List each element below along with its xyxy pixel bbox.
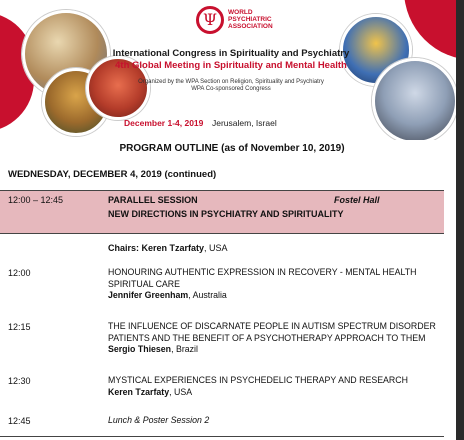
talk-item xyxy=(108,375,408,398)
talk-title: THE INFLUENCE OF DISCARNATE PEOPLE IN AUTISM SPECTRUM DISORDER xyxy=(108,321,436,331)
session-title: PARALLEL SESSION xyxy=(108,195,198,205)
organized-by: Organized by the WPA Section on Religion, Spirituality and Psychiatry xyxy=(138,79,324,85)
session-chairs: Chairs: Keren Tzarfaty, USA xyxy=(108,243,228,253)
right-edge-bar xyxy=(456,0,464,440)
talk-title: MYSTICAL EXPERIENCES IN PSYCHEDELIC THERAPY AND RESEARCH xyxy=(108,375,408,385)
talk-title: PATIENTS AND THE BENEFIT OF A PSYCHOTHERAPY APPROACH TO THEM xyxy=(108,332,426,343)
day-header: WEDNESDAY, DECEMBER 4, 2019 (continued) xyxy=(8,169,217,180)
lunch-poster-session: Lunch & Poster Session 2 xyxy=(108,415,210,425)
congress-title: International Congress in Spirituality and Psychiatry xyxy=(112,48,350,59)
talk-item xyxy=(108,321,436,356)
session-time: 12:00 – 12:45 xyxy=(8,195,64,205)
congress-subtitle: 4th Global Meeting in Spirituality and Mental Health xyxy=(115,60,347,71)
talk-time: 12:45 xyxy=(8,416,31,426)
talk-speaker: Jennifer Greenham, Australia xyxy=(108,290,227,300)
program-outline-title: PROGRAM OUTLINE (as of November 10, 2019) xyxy=(119,143,345,154)
parallel-session-header xyxy=(0,190,444,234)
church-photo xyxy=(372,58,458,140)
bottom-divider xyxy=(0,436,444,437)
talk-title: HONOURING AUTHENTIC EXPRESSION IN RECOVERY - MENTAL HEALTH xyxy=(108,267,417,277)
congress-place: Jerusalem, Israel xyxy=(212,118,277,128)
talk-speaker: Keren Tzarfaty, USA xyxy=(108,386,193,397)
session-hall: Fostel Hall xyxy=(334,195,380,205)
talk-title: SPIRITUAL CARE xyxy=(108,278,181,289)
wpa-org-name: WORLD PSYCHIATRIC ASSOCIATION xyxy=(228,9,273,30)
talk-item xyxy=(108,267,416,302)
talk-time: 12:15 xyxy=(8,322,31,332)
talk-time: 12:00 xyxy=(8,268,31,278)
wpa-logo-icon: Ψ xyxy=(196,6,224,34)
session-subtitle: NEW DIRECTIONS IN PSYCHIATRY AND SPIRITUALITY xyxy=(108,209,344,219)
banner-red-swoosh-right xyxy=(404,0,464,60)
talk-time: 12:30 xyxy=(8,376,31,386)
congress-dates: December 1-4, 2019 xyxy=(124,118,204,128)
congress-banner xyxy=(0,0,464,140)
talk-speaker: Sergio Thiesen, Brazil xyxy=(108,344,198,354)
cosponsored: WPA Co-sponsored Congress xyxy=(191,86,271,92)
